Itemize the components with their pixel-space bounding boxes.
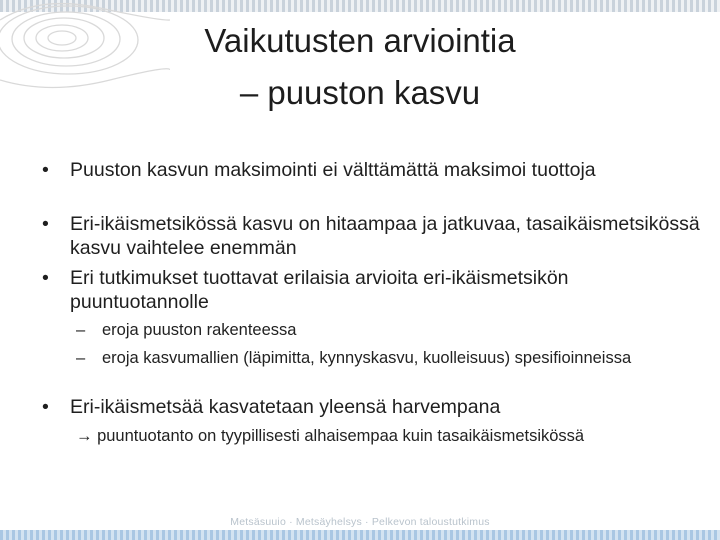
bullet-icon: •: [42, 213, 49, 235]
sub-bullet-text: eroja puuston rakenteessa: [102, 321, 297, 339]
bullet-text: Eri tutkimukset tuottavat erilaisia arvioita eri-ikäismetsikön puuntuotannolle: [70, 267, 569, 313]
bullet-item: [42, 212, 700, 260]
bullet-text: Puuston kasvun maksimointi ei välttämättä maksimoi tuottoja: [70, 159, 596, 181]
bullet-item: [42, 266, 700, 314]
sub-bullet-item: [76, 348, 702, 368]
bullet-icon: •: [42, 396, 49, 418]
arrow-note: → puuntuotanto on tyypillisesti alhaisempaa kuin tasaikäismetsikössä: [76, 427, 585, 445]
footer-text: Metsäsuuio · Metsäyhelsys · Pelkevon taloustutkimus: [230, 516, 490, 528]
slide-title-line-2: – puuston kasvu: [239, 74, 481, 111]
dash-icon: –: [76, 349, 86, 367]
slide-title-line-1: Vaikutusten arviointia: [204, 22, 516, 59]
bullet-text: Eri-ikäismetsikössä kasvu on hitaampaa ja jatkuvaa, tasaikäismetsikössä kasvu vaihtelee enemmän: [70, 213, 700, 259]
bullet-icon: •: [42, 267, 49, 289]
bottom-decorative-strip: [0, 530, 720, 540]
dash-icon: –: [76, 321, 86, 339]
bullet-icon: •: [42, 159, 49, 181]
sub-bullet-item: [76, 320, 702, 340]
bullet-text: Eri-ikäismetsää kasvatetaan yleensä harvempana: [70, 396, 501, 418]
bullet-item: [42, 395, 700, 419]
sub-bullet-text: eroja kasvumallien (läpimitta, kynnyskasvu, kuolleisuus) spesifioinneissa: [102, 349, 632, 367]
bullet-item: [42, 158, 700, 182]
